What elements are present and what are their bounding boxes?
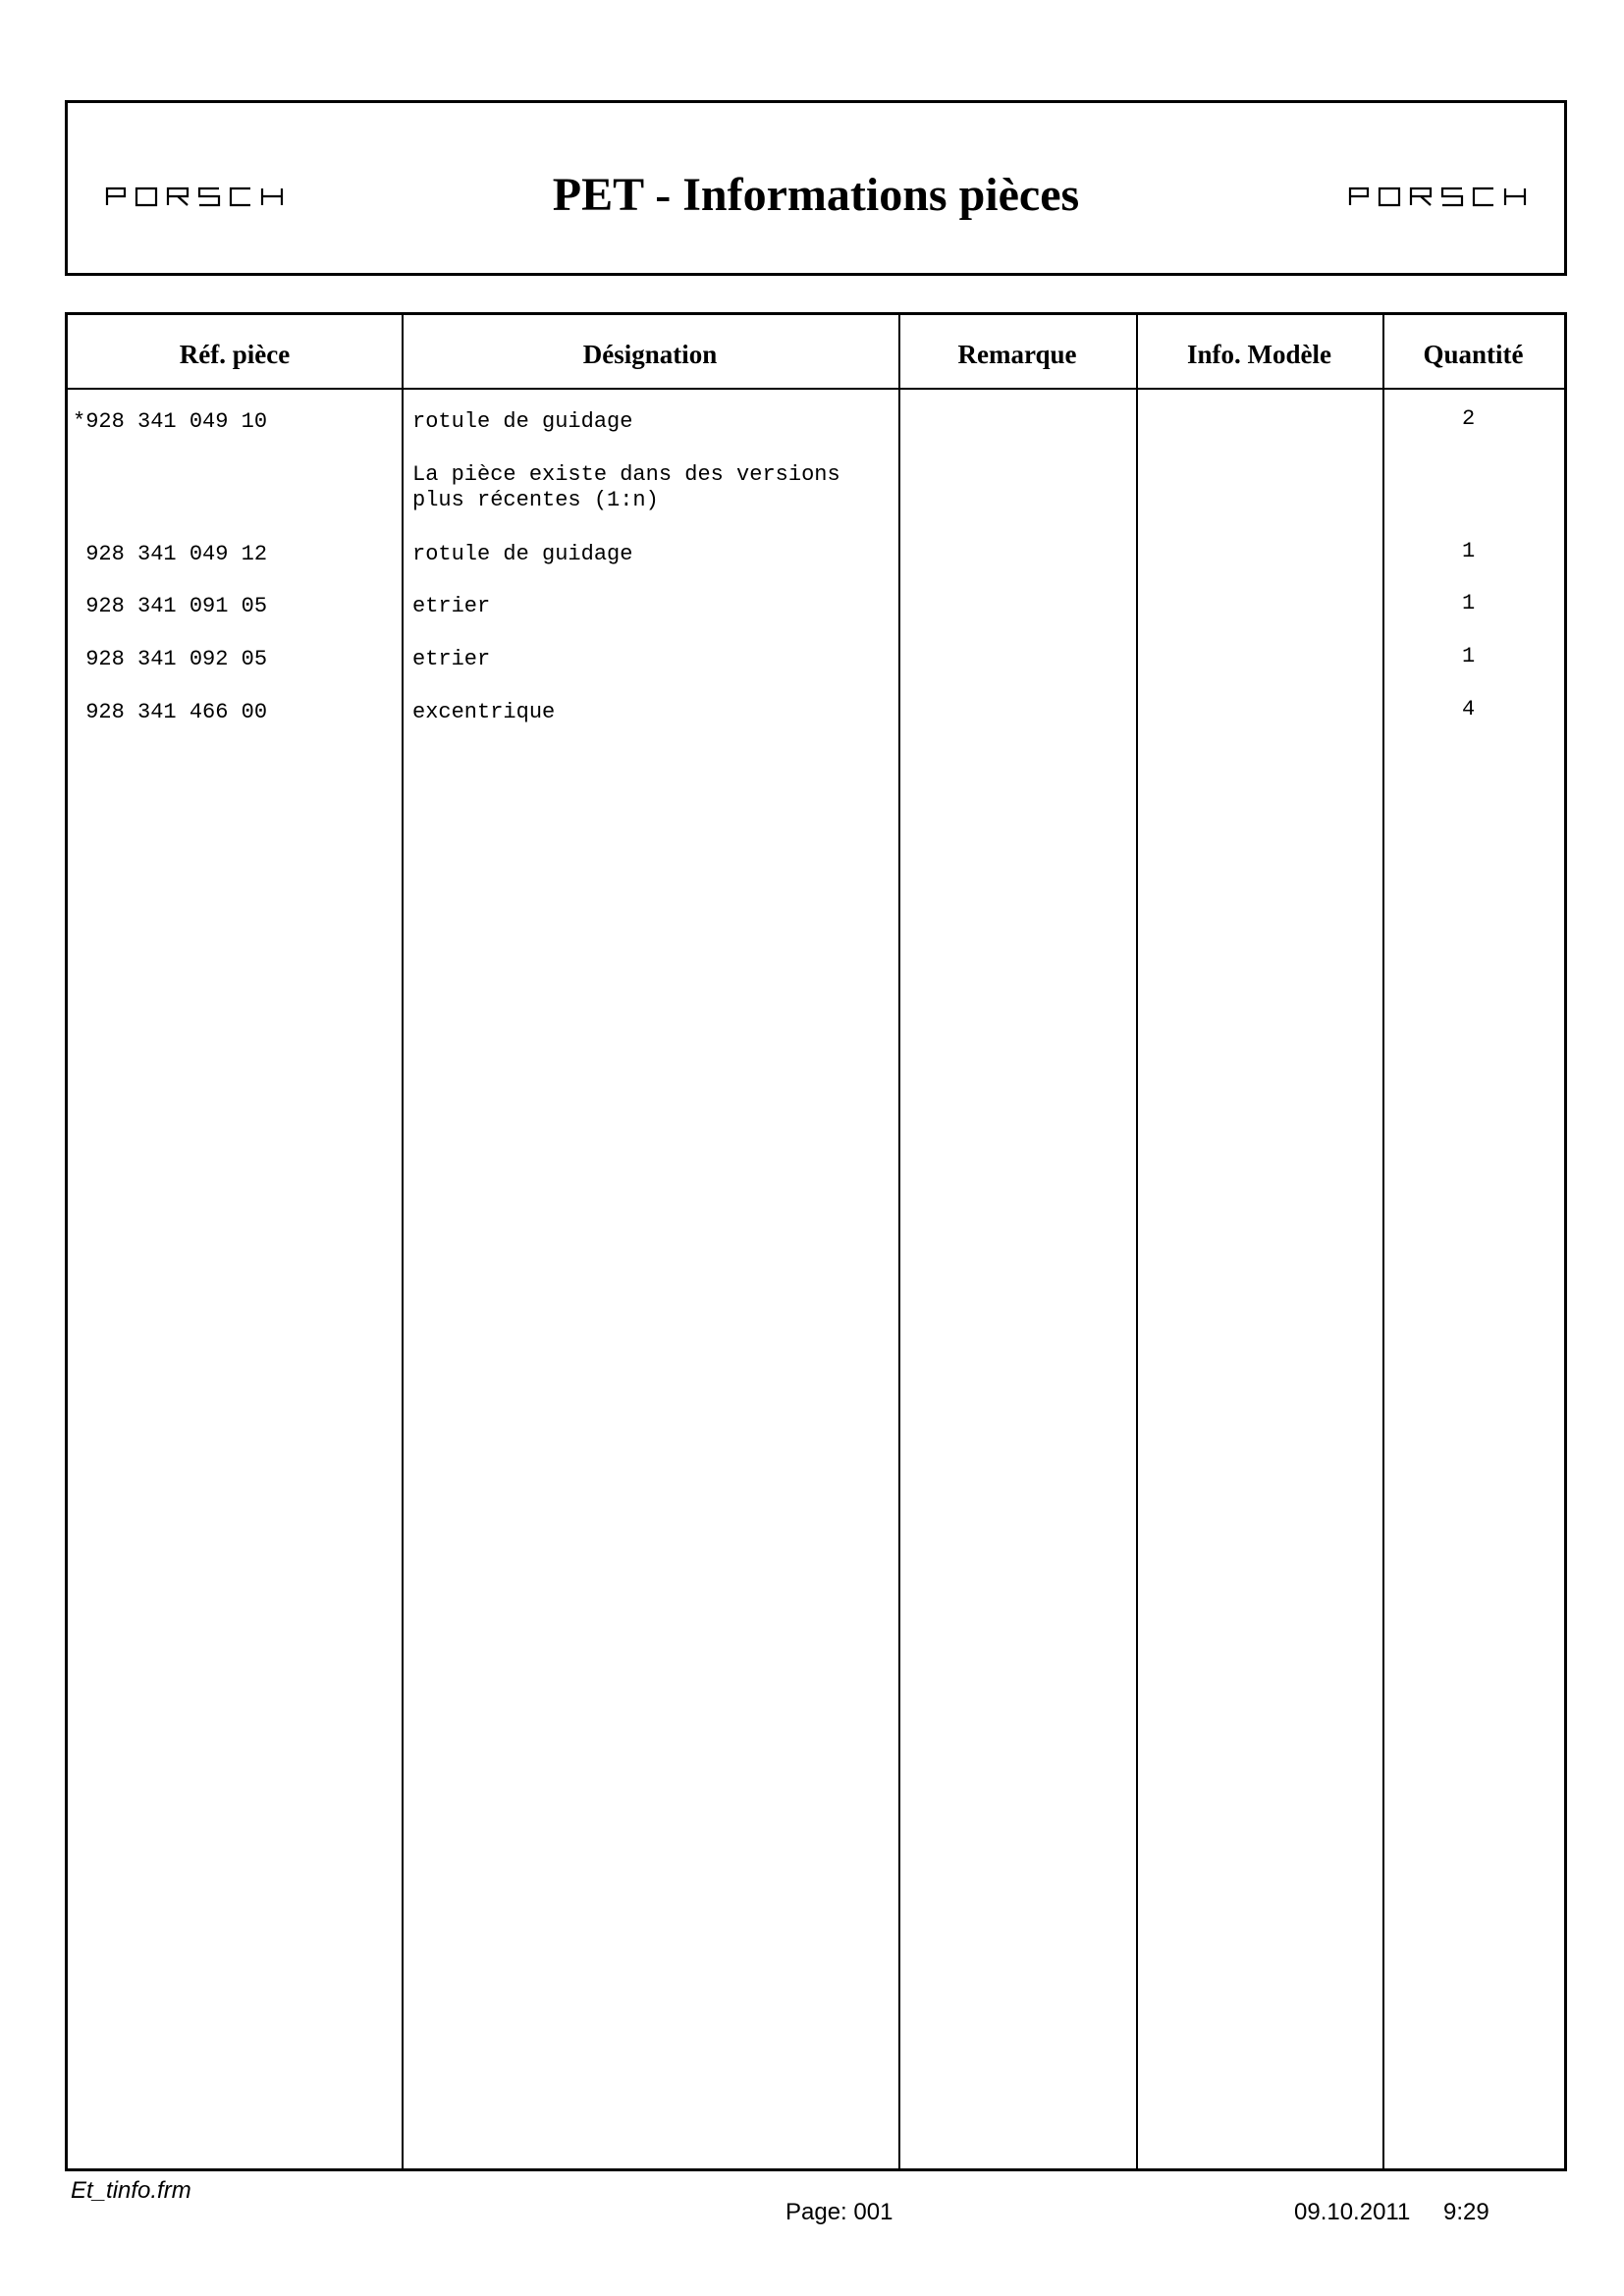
print-time: 9:29 xyxy=(1443,2199,1489,2225)
form-name: Et_tinfo.frm xyxy=(71,2177,191,2204)
part-quantity: 4 xyxy=(1462,697,1476,721)
column-divider xyxy=(402,315,404,2168)
part-designation: etrier xyxy=(412,647,491,671)
column-header-ref: Réf. pièce xyxy=(179,340,291,369)
column-divider xyxy=(1382,315,1384,2168)
document-header xyxy=(65,100,1567,276)
column-header-remark: Remarque xyxy=(957,340,1077,369)
page-number: Page: 001 xyxy=(785,2199,893,2225)
part-quantity: 2 xyxy=(1462,406,1476,431)
part-note: La pièce existe dans des versions plus récentes (1:n) xyxy=(412,462,840,512)
part-designation: rotule de guidage xyxy=(412,542,633,566)
part-ref: 928 341 049 12 xyxy=(73,542,268,566)
part-quantity: 1 xyxy=(1462,539,1476,563)
column-header-designation: Désignation xyxy=(582,340,718,369)
column-divider xyxy=(898,315,900,2168)
parts-table xyxy=(65,312,1567,2171)
part-quantity: 1 xyxy=(1462,591,1476,615)
part-designation: rotule de guidage xyxy=(412,409,633,434)
part-designation: excentrique xyxy=(412,700,556,724)
column-header-quantity: Quantité xyxy=(1423,340,1524,369)
column-divider xyxy=(1136,315,1138,2168)
part-designation: etrier xyxy=(412,594,491,618)
column-header-model-info: Info. Modèle xyxy=(1187,340,1331,369)
print-date: 09.10.2011 xyxy=(1294,2199,1411,2225)
part-quantity: 1 xyxy=(1462,644,1476,668)
part-ref: 928 341 092 05 xyxy=(73,647,268,671)
part-ref: 928 341 091 05 xyxy=(73,594,268,618)
porsche-wordmark-icon xyxy=(1348,186,1535,207)
part-ref: 928 341 466 00 xyxy=(73,700,268,724)
page-title: PET - Informations pièces xyxy=(552,169,1080,221)
porsche-logo-right xyxy=(1348,186,1535,207)
header-divider xyxy=(68,388,1564,390)
part-ref: *928 341 049 10 xyxy=(73,409,268,434)
